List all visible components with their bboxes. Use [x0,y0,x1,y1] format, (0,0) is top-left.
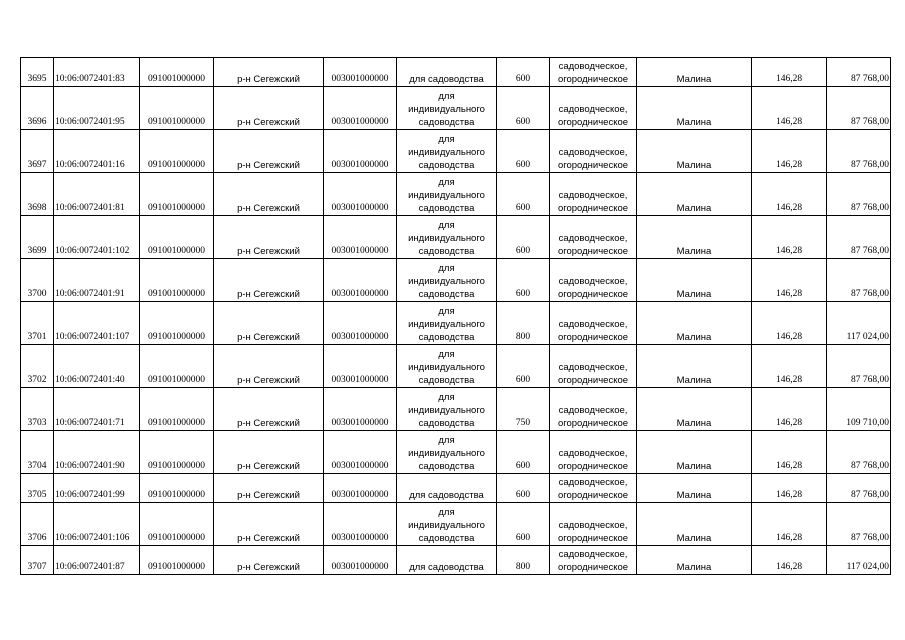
oktmo-code: 003001000000 [324,503,397,546]
cadastral-value: 87 768,00 [827,216,891,259]
land-use-type: садоводческое, огородническое [550,302,637,345]
settlement-name: Малина [637,130,752,173]
specific-value: 146,28 [752,58,827,87]
specific-value: 146,28 [752,388,827,431]
permitted-use: для садоводства [397,474,497,503]
settlement-name: Малина [637,546,752,575]
cadastral-value: 87 768,00 [827,87,891,130]
permitted-use: для индивидуального садоводства [397,259,497,302]
specific-value: 146,28 [752,259,827,302]
district-name: р-н Сегежский [214,474,324,503]
row-number: 3698 [21,173,54,216]
permitted-use: для индивидуального садоводства [397,503,497,546]
district-name: р-н Сегежский [214,87,324,130]
table-row [21,503,891,546]
land-use-type: садоводческое, огородническое [550,474,637,503]
district-name: р-н Сегежский [214,58,324,87]
cadastral-number: 10:06:0072401:87 [54,546,140,575]
table-row [21,431,891,474]
oktmo-code: 003001000000 [324,216,397,259]
oktmo-code: 003001000000 [324,345,397,388]
land-use-type: садоводческое, огородническое [550,130,637,173]
district-name: р-н Сегежский [214,259,324,302]
district-name: р-н Сегежский [214,130,324,173]
okato-code: 091001000000 [140,546,214,575]
row-number: 3701 [21,302,54,345]
land-use-type: садоводческое, огородническое [550,431,637,474]
cadastral-value: 87 768,00 [827,474,891,503]
row-number: 3697 [21,130,54,173]
specific-value: 146,28 [752,173,827,216]
cadastral-number: 10:06:0072401:107 [54,302,140,345]
area-value: 600 [497,173,550,216]
row-number: 3696 [21,87,54,130]
okato-code: 091001000000 [140,216,214,259]
okato-code: 091001000000 [140,302,214,345]
district-name: р-н Сегежский [214,546,324,575]
settlement-name: Малина [637,58,752,87]
cadastral-number: 10:06:0072401:91 [54,259,140,302]
oktmo-code: 003001000000 [324,431,397,474]
cadastral-value: 117 024,00 [827,302,891,345]
oktmo-code: 003001000000 [324,87,397,130]
land-use-type: садоводческое, огородническое [550,546,637,575]
row-number: 3703 [21,388,54,431]
table-row [21,474,891,503]
table-row [21,388,891,431]
settlement-name: Малина [637,216,752,259]
permitted-use: для садоводства [397,546,497,575]
district-name: р-н Сегежский [214,345,324,388]
cadastral-number: 10:06:0072401:106 [54,503,140,546]
district-name: р-н Сегежский [214,431,324,474]
permitted-use: для садоводства [397,58,497,87]
permitted-use: для индивидуального садоводства [397,216,497,259]
area-value: 750 [497,388,550,431]
cadastral-number: 10:06:0072401:71 [54,388,140,431]
district-name: р-н Сегежский [214,302,324,345]
row-number: 3700 [21,259,54,302]
table-body [21,58,891,575]
row-number: 3706 [21,503,54,546]
settlement-name: Малина [637,388,752,431]
land-use-type: садоводческое, огородническое [550,87,637,130]
land-use-type: садоводческое, огородническое [550,173,637,216]
settlement-name: Малина [637,431,752,474]
okato-code: 091001000000 [140,474,214,503]
cadastral-value: 87 768,00 [827,130,891,173]
area-value: 600 [497,503,550,546]
settlement-name: Малина [637,302,752,345]
cadastral-number: 10:06:0072401:16 [54,130,140,173]
cadastral-value: 87 768,00 [827,503,891,546]
row-number: 3704 [21,431,54,474]
row-number: 3695 [21,58,54,87]
settlement-name: Малина [637,474,752,503]
okato-code: 091001000000 [140,87,214,130]
oktmo-code: 003001000000 [324,388,397,431]
cadastral-number: 10:06:0072401:81 [54,173,140,216]
table-row [21,87,891,130]
land-use-type: садоводческое, огородническое [550,388,637,431]
land-use-type: садоводческое, огородническое [550,58,637,87]
permitted-use: для индивидуального садоводства [397,388,497,431]
specific-value: 146,28 [752,345,827,388]
area-value: 800 [497,546,550,575]
okato-code: 091001000000 [140,259,214,302]
table-row [21,546,891,575]
specific-value: 146,28 [752,546,827,575]
specific-value: 146,28 [752,216,827,259]
specific-value: 146,28 [752,130,827,173]
settlement-name: Малина [637,503,752,546]
area-value: 600 [497,259,550,302]
cadastral-value: 87 768,00 [827,431,891,474]
cadastral-number: 10:06:0072401:40 [54,345,140,388]
area-value: 600 [497,431,550,474]
permitted-use: для индивидуального садоводства [397,130,497,173]
okato-code: 091001000000 [140,58,214,87]
oktmo-code: 003001000000 [324,130,397,173]
okato-code: 091001000000 [140,345,214,388]
district-name: р-н Сегежский [214,388,324,431]
permitted-use: для индивидуального садоводства [397,345,497,388]
table-row [21,345,891,388]
specific-value: 146,28 [752,87,827,130]
cadastral-number: 10:06:0072401:99 [54,474,140,503]
row-number: 3707 [21,546,54,575]
table-row [21,302,891,345]
oktmo-code: 003001000000 [324,302,397,345]
area-value: 600 [497,216,550,259]
land-use-type: садоводческое, огородническое [550,503,637,546]
settlement-name: Малина [637,259,752,302]
specific-value: 146,28 [752,431,827,474]
okato-code: 091001000000 [140,130,214,173]
oktmo-code: 003001000000 [324,173,397,216]
settlement-name: Малина [637,173,752,216]
specific-value: 146,28 [752,503,827,546]
land-use-type: садоводческое, огородническое [550,259,637,302]
area-value: 800 [497,302,550,345]
table-row [21,58,891,87]
area-value: 600 [497,58,550,87]
oktmo-code: 003001000000 [324,259,397,302]
area-value: 600 [497,130,550,173]
settlement-name: Малина [637,345,752,388]
area-value: 600 [497,474,550,503]
cadastral-number: 10:06:0072401:90 [54,431,140,474]
district-name: р-н Сегежский [214,216,324,259]
land-use-type: садоводческое, огородническое [550,345,637,388]
table-row [21,259,891,302]
cadastral-number: 10:06:0072401:83 [54,58,140,87]
table-row [21,173,891,216]
row-number: 3702 [21,345,54,388]
cadastral-value: 87 768,00 [827,259,891,302]
cadastral-value: 109 710,00 [827,388,891,431]
table-row [21,130,891,173]
row-number: 3705 [21,474,54,503]
oktmo-code: 003001000000 [324,474,397,503]
specific-value: 146,28 [752,474,827,503]
cadastral-number: 10:06:0072401:95 [54,87,140,130]
cadastral-number: 10:06:0072401:102 [54,216,140,259]
okato-code: 091001000000 [140,388,214,431]
okato-code: 091001000000 [140,431,214,474]
cadastral-value: 87 768,00 [827,58,891,87]
cadastral-value: 117 024,00 [827,546,891,575]
land-register-table [20,57,891,575]
row-number: 3699 [21,216,54,259]
area-value: 600 [497,87,550,130]
permitted-use: для индивидуального садоводства [397,173,497,216]
area-value: 600 [497,345,550,388]
specific-value: 146,28 [752,302,827,345]
permitted-use: для индивидуального садоводства [397,87,497,130]
table-row [21,216,891,259]
okato-code: 091001000000 [140,173,214,216]
oktmo-code: 003001000000 [324,546,397,575]
oktmo-code: 003001000000 [324,58,397,87]
cadastral-value: 87 768,00 [827,173,891,216]
okato-code: 091001000000 [140,503,214,546]
cadastral-value: 87 768,00 [827,345,891,388]
land-use-type: садоводческое, огородническое [550,216,637,259]
settlement-name: Малина [637,87,752,130]
district-name: р-н Сегежский [214,173,324,216]
permitted-use: для индивидуального садоводства [397,302,497,345]
permitted-use: для индивидуального садоводства [397,431,497,474]
district-name: р-н Сегежский [214,503,324,546]
